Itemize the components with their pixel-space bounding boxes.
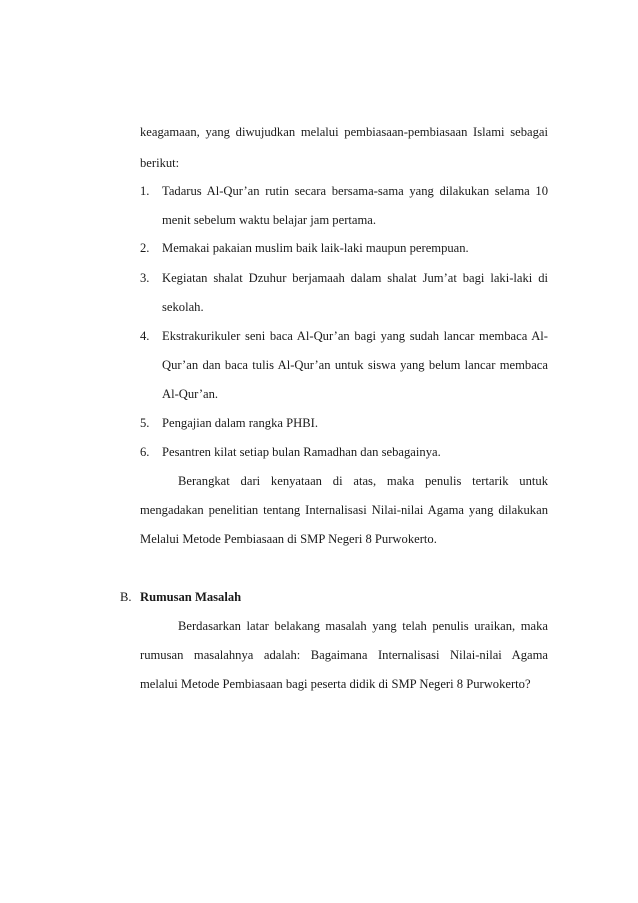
paragraph-1-line-2: mengadakan penelitian tentang Internalisasi Nilai-nilai Agama yang dilakukan (140, 503, 548, 517)
section-b-title: Rumusan Masalah (140, 590, 242, 604)
list-item-1-line-1: Tadarus Al-Qur’an rutin secara bersama-sama yang dilakukan selama 10 (162, 184, 548, 198)
list-item-4-line-1: Ekstrakurikuler seni baca Al-Qur’an bagi yang sudah lancar membaca Al- (162, 329, 548, 343)
list-item-3-line-1: Kegiatan shalat Dzuhur berjamaah dalam shalat Jum’at bagi laki-laki di (162, 271, 548, 285)
paragraph-2-line-2: rumusan masalahnya adalah: Bagaimana Internalisasi Nilai-nilai Agama (140, 648, 548, 662)
list-item-5-number: 5. (140, 416, 150, 430)
list-item-6-line-1: Pesantren kilat setiap bulan Ramadhan dan sebagainya. (162, 445, 441, 459)
intro-line-1: keagamaan, yang diwujudkan melalui pembiasaan-pembiasaan Islami sebagai (140, 125, 548, 139)
list-item-1-line-2: menit sebelum waktu belajar jam pertama. (162, 213, 377, 227)
list-item-5-line-1: Pengajian dalam rangka PHBI. (162, 416, 318, 430)
list-item-6-number: 6. (140, 445, 150, 459)
list-item-3-line-2: sekolah. (162, 300, 204, 314)
paragraph-2-line-1: Berdasarkan latar belakang masalah yang telah penulis uraikan, maka (178, 619, 548, 633)
paragraph-2-line-3: melalui Metode Pembiasaan bagi peserta didik di SMP Negeri 8 Purwokerto? (140, 677, 531, 691)
list-item-2-number: 2. (140, 241, 150, 255)
paragraph-1-line-1: Berangkat dari kenyataan di atas, maka penulis tertarik untuk (178, 474, 548, 488)
list-item-4-number: 4. (140, 329, 150, 343)
list-item-2-line-1: Memakai pakaian muslim baik laik-laki maupun perempuan. (162, 241, 469, 255)
intro-line-2: berikut: (140, 156, 180, 170)
list-item-3-number: 3. (140, 271, 150, 285)
list-item-1-number: 1. (140, 184, 150, 198)
paragraph-1-line-3: Melalui Metode Pembiasaan di SMP Negeri 8 Purwokerto. (140, 532, 437, 546)
section-b-letter: B. (120, 590, 132, 604)
list-item-4-line-3: Al-Qur’an. (162, 387, 219, 401)
list-item-4-line-2: Qur’an dan baca tulis Al-Qur’an untuk siswa yang belum lancar membaca (162, 358, 548, 372)
